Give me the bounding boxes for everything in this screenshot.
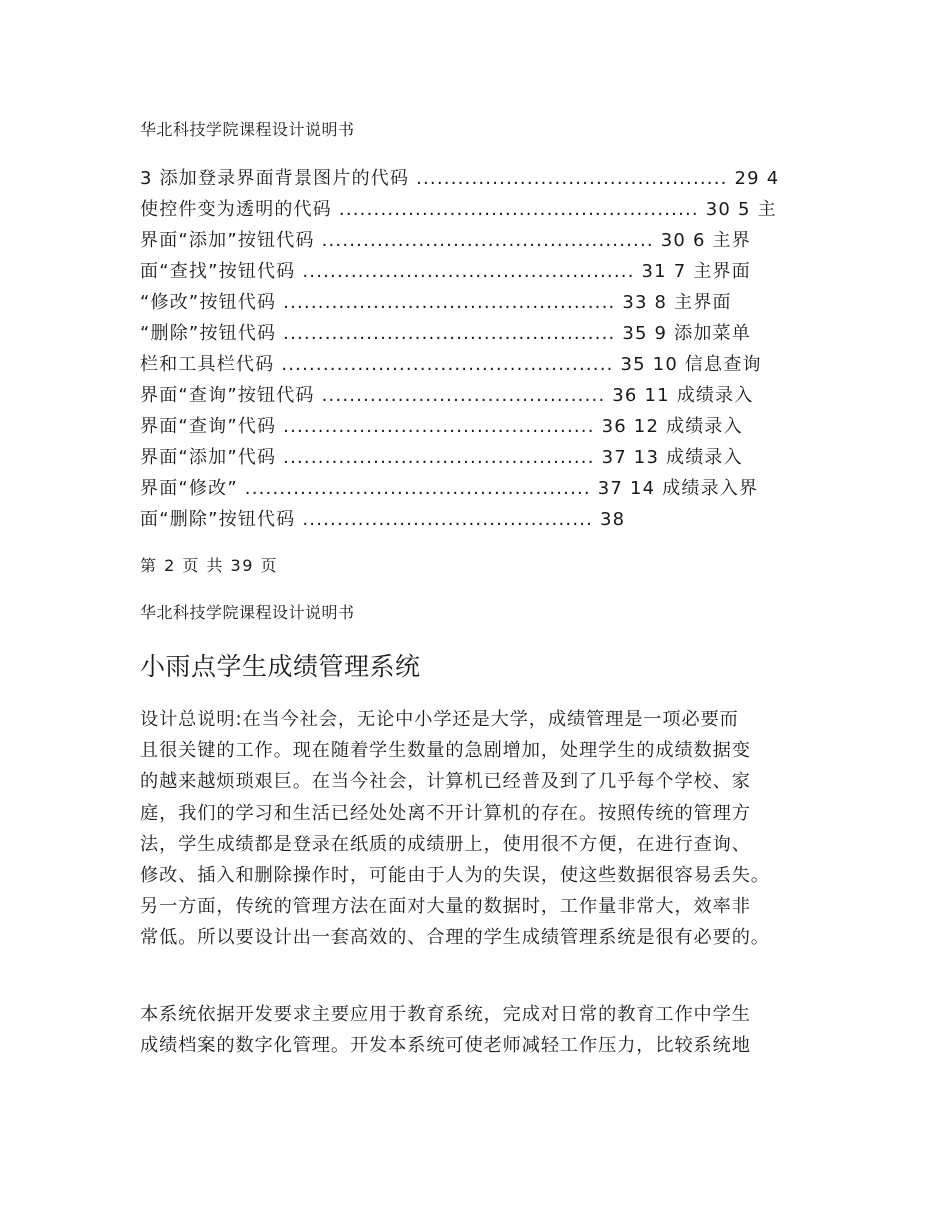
toc-line: 面“删除”按钮代码 .......................................... 38	[140, 509, 626, 530]
paragraph-line: 修改、插入和删除操作时，可能由于人为的失误，使这些数据很容易丢失。	[140, 864, 770, 886]
toc-line: 3 添加登录界面背景图片的代码 ............................................. 29 4	[140, 168, 780, 189]
paragraph-line: 另一方面，传统的管理方法在面对大量的数据时，工作量非常大，效率非	[140, 896, 751, 918]
table-of-contents	[140, 167, 840, 539]
toc-line: 使控件变为透明的代码 .................................................... 30 5 主	[140, 199, 777, 220]
toc-line: 界面“修改” .................................................. 37 14 成绩录入界	[140, 478, 759, 499]
paragraph-line: 庭，我们的学习和生活已经处处离不开计算机的存在。按照传统的管理方	[140, 802, 751, 824]
paragraph-line: 常低。所以要设计出一套高效的、合理的学生成绩管理系统是很有必要的。	[140, 927, 770, 949]
paragraph-line: 成绩档案的数字化管理。开发本系统可使老师减轻工作压力，比较系统地	[140, 1035, 751, 1057]
toc-line: 界面“添加”代码 ............................................. 37 13 成绩录入	[140, 447, 743, 468]
toc-line: 界面“查询”代码 ............................................. 36 12 成绩录入	[140, 416, 743, 437]
system-description-paragraph	[140, 1003, 751, 1065]
toc-line: “修改”按钮代码 ................................................ 33 8 主界面	[140, 292, 732, 313]
toc-line: 界面“添加”按钮代码 ................................................ 30 6 主界	[140, 230, 751, 251]
paragraph-line: 法，学生成绩都是登录在纸质的成绩册上，使用很不方便，在进行查询、	[140, 833, 751, 855]
running-header: 华北科技学院课程设计说明书	[140, 603, 355, 622]
toc-line: 栏和工具栏代码 ................................................ 35 10 信息查询	[140, 354, 762, 375]
paragraph-line: 的越来越烦琐艰巨。在当今社会，计算机已经普及到了几乎每个学校、家	[140, 771, 751, 793]
document-title: 小雨点学生成绩管理系统	[140, 652, 421, 681]
paragraph-line: 且很关键的工作。现在随着学生数量的急剧增加，处理学生的成绩数据变	[140, 740, 751, 762]
page-number-footer: 第 2 页 共 39 页	[140, 556, 278, 575]
toc-line: “删除”按钮代码 ................................................ 35 9 添加菜单	[140, 323, 751, 344]
design-summary-paragraph	[140, 708, 770, 958]
toc-line: 界面“查询”按钮代码 ......................................... 36 11 成绩录入	[140, 385, 754, 406]
running-header: 华北科技学院课程设计说明书	[140, 120, 355, 139]
paragraph-line: 本系统依据开发要求主要应用于教育系统，完成对日常的教育工作中学生	[140, 1004, 751, 1025]
toc-line: 面“查找”按钮代码 ................................................ 31 7 主界面	[140, 261, 751, 282]
paragraph-line: 设计总说明:在当今社会，无论中小学还是大学，成绩管理是一项必要而	[140, 709, 739, 730]
